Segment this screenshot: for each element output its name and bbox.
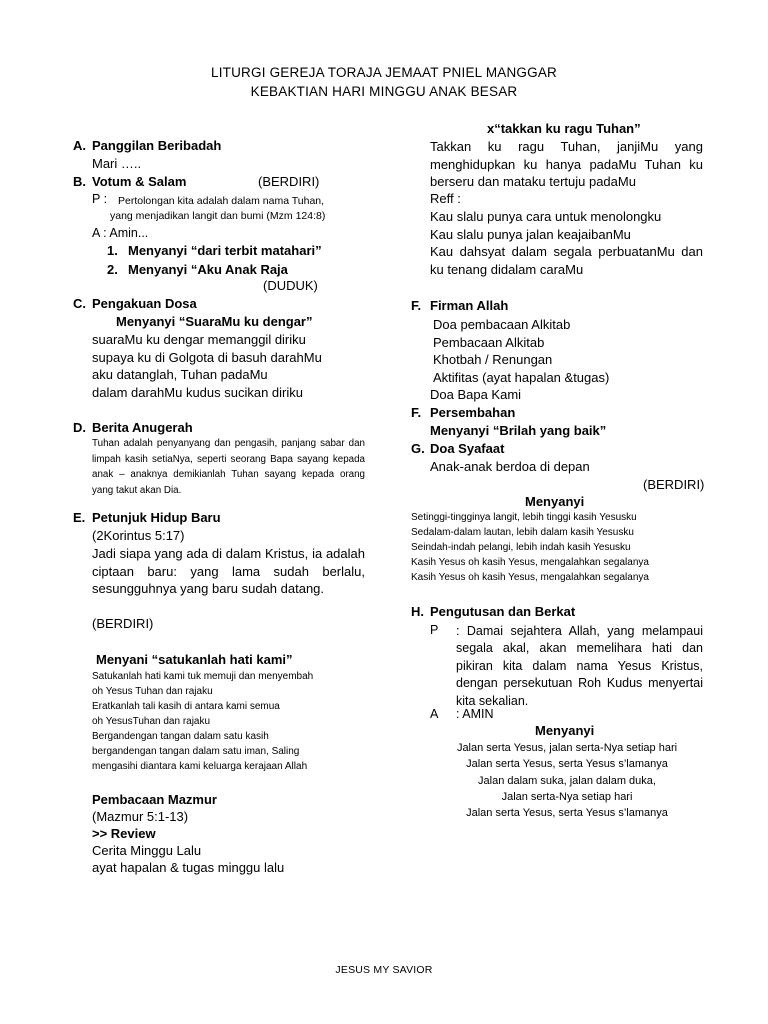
lyric-line: Kasih Yesus oh kasih Yesus, mengalahkan segalanya	[411, 557, 649, 568]
song-title: Menyanyi “dari terbit matahari”	[128, 243, 322, 258]
lyric-line: Jalan dalam suka, jalan dalam duka,	[478, 774, 656, 787]
song-takkan-verse: Takkan ku ragu Tuhan, janjiMu yang menghidupkan ku hanya padaMu Tuhan ku berseru dan mataku tertuju padaMu	[430, 139, 703, 189]
section-h-p-text: : Damai sejahtera Allah, yang melampaui segala akal, akan memelihara hati dan pikiran kita dalam nama Yesus Kristus, dengan persekutuan Roh Kudus menyertai kita sekalian.	[456, 624, 703, 708]
lyric-line: mengasihi diantara kami keluarga kerajaan Allah	[92, 761, 308, 772]
section-e-text: Jadi siapa yang ada di dalam Kristus, ia adalah ciptaan baru: yang lama sudah berlalu, sesungguhnya yang baru sudah datang.	[92, 546, 365, 596]
section-g-note: (BERDIRI)	[643, 477, 705, 492]
section-persembahan-song: Menyanyi “Brilah yang baik”	[430, 423, 607, 438]
section-b-p-text2: yang menjadikan langit dan bumi (Mzm 124:8)	[110, 210, 326, 222]
lyric-line: oh YesusTuhan dan rajaku	[92, 716, 211, 727]
section-c-song-title: Menyanyi “SuaraMu ku dengar”	[116, 314, 313, 329]
section-e-ref: (2Korintus 5:17)	[92, 528, 185, 543]
section-h-title: Pengutusan dan Berkat	[430, 604, 576, 619]
song-setinggi-title: Menyanyi	[525, 494, 585, 509]
mazmur-title: Pembacaan Mazmur	[92, 792, 217, 807]
list-item: Doa pembacaan Alkitab	[433, 317, 571, 332]
song-jalan-serta-lyrics	[422, 740, 712, 821]
list-item: Khotbah / Renungan	[433, 352, 553, 367]
section-g-title: Doa Syafaat	[430, 441, 505, 456]
section-f-items	[430, 316, 610, 404]
page-title-line1: LITURGI GEREJA TORAJA JEMAAT PNIEL MANGGAR	[211, 65, 557, 80]
section-a-title: Panggilan Beribadah	[92, 138, 222, 153]
section-b-duduk: (DUDUK)	[263, 278, 318, 293]
lyric-line: suaraMu ku dengar memanggil diriku	[92, 332, 306, 347]
section-h-a-text: : AMIN	[456, 707, 494, 721]
section-e-title: Petunjuk Hidup Baru	[92, 510, 221, 525]
section-b-note: (BERDIRI)	[258, 174, 320, 189]
lyric-line: Satukanlah hati kami tuk memuji dan menyembah	[92, 671, 314, 682]
lyric-line: Eratkanlah tali kasih di antara kami semua	[92, 701, 280, 712]
section-f-title: Firman Allah	[430, 298, 509, 313]
lyric-line: aku datanglah, Tuhan padaMu	[92, 367, 268, 382]
section-c-title: Pengakuan Dosa	[92, 296, 197, 311]
mazmur-item: ayat hapalan & tugas minggu lalu	[92, 860, 285, 875]
song-takkan-reff	[430, 208, 661, 243]
list-item: Doa Bapa Kami	[430, 387, 522, 402]
song-satukanlah-lyrics	[92, 669, 313, 774]
section-b-p-label: P :	[92, 192, 108, 206]
section-h-letter: H.	[411, 604, 424, 619]
lyric-line: dalam darahMu kudus sucikan diriku	[92, 384, 303, 400]
lyric-line: Kau slalu punya jalan keajaibanMu	[430, 226, 631, 242]
section-c-lyrics	[92, 331, 322, 401]
section-c-letter: C.	[73, 296, 86, 311]
lyric-line: Jalan serta Yesus, serta Yesus s’lamanya	[466, 807, 668, 820]
section-d-title: Berita Anugerah	[92, 420, 193, 435]
song-takkan-reff-label: Reff :	[430, 191, 461, 206]
song-setinggi-lyrics	[411, 510, 649, 585]
mazmur-item: Cerita Minggu Lalu	[92, 843, 202, 858]
song-number: 2.	[107, 262, 118, 277]
mazmur-ref: (Mazmur 5:1-13)	[92, 809, 189, 824]
lyric-line: Kau slalu punya cara untuk menolongku	[430, 209, 662, 224]
footer-text: JESUS MY SAVIOR	[335, 964, 433, 976]
song-title: Menyanyi “Aku Anak Raja	[128, 262, 288, 277]
section-f-letter: F.	[411, 298, 422, 313]
section-g-text: Anak-anak berdoa di depan	[430, 459, 590, 474]
section-h-p-label: P	[430, 623, 439, 637]
lyric-line: Kasih Yesus oh kasih Yesus, mengalahkan segalanya	[411, 572, 649, 583]
lyric-line: oh Yesus Tuhan dan rajaku	[92, 686, 213, 697]
section-persembahan-letter: F.	[411, 405, 422, 420]
lyric-line: supaya ku di Golgota di basuh darahMu	[92, 349, 322, 365]
section-g-letter: G.	[411, 441, 425, 456]
lyric-line: Jalan serta-Nya setiap hari	[501, 790, 633, 803]
lyric-line: Setinggi-tingginya langit, lebih tinggi kasih Yesusku	[411, 512, 637, 523]
section-b-p-text1: Pertolongan kita adalah dalam nama Tuhan,	[118, 195, 325, 207]
song-jalan-serta-title: Menyanyi	[535, 723, 595, 738]
song-number: 1.	[107, 243, 118, 258]
section-persembahan-title: Persembahan	[430, 405, 516, 420]
section-a-letter: A.	[73, 138, 86, 153]
section-d-text: Tuhan adalah penyanyang dan pengasih, panjang sabar dan limpah kasih setiaNya, seperti seorang Bapa sayang kepada anak – anaknya demikianlah Tuhan sayang kepada orang yang takut akan Dia.	[92, 438, 365, 496]
song-takkan-reff-tail: Kau dahsyat dalam segala perbuatanMu dan ku tenang didalam caraMu	[430, 244, 703, 277]
list-item: Aktifitas (ayat hapalan &tugas)	[433, 369, 610, 385]
lyric-line: Bergandengan tangan dalam satu kasih	[92, 731, 269, 742]
lyric-line: Seindah-indah pelangi, lebih indah kasih Yesusku	[411, 542, 631, 553]
section-d-letter: D.	[73, 420, 86, 435]
section-h-a-label: A	[430, 707, 439, 721]
section-a-text: Mari …..	[92, 156, 142, 171]
section-e-letter: E.	[73, 510, 86, 525]
section-b-title: Votum & Salam	[92, 174, 187, 189]
lyric-line: bergandengan tangan dalam satu iman, Saling	[92, 746, 300, 757]
lyric-line: Sedalam-dalam lautan, lebih dalam kasih Yesusku	[411, 527, 634, 538]
song-satukanlah-title: Menyani “satukanlah hati kami”	[96, 652, 293, 667]
page-title-line2: KEBAKTIAN HARI MINGGU ANAK BESAR	[250, 84, 518, 99]
lyric-line: Jalan serta Yesus, serta Yesus s’lamanya	[466, 758, 668, 771]
mazmur-review: >> Review	[92, 826, 156, 841]
list-item: Pembacaan Alkitab	[433, 334, 545, 350]
section-b-letter: B.	[73, 174, 86, 189]
section-e-note: (BERDIRI)	[92, 616, 154, 631]
song-takkan-title: x“takkan ku ragu Tuhan”	[487, 121, 641, 136]
lyric-line: Jalan serta Yesus, jalan serta-Nya setiap hari	[456, 742, 678, 754]
section-b-a-text: A : Amin...	[92, 226, 149, 240]
